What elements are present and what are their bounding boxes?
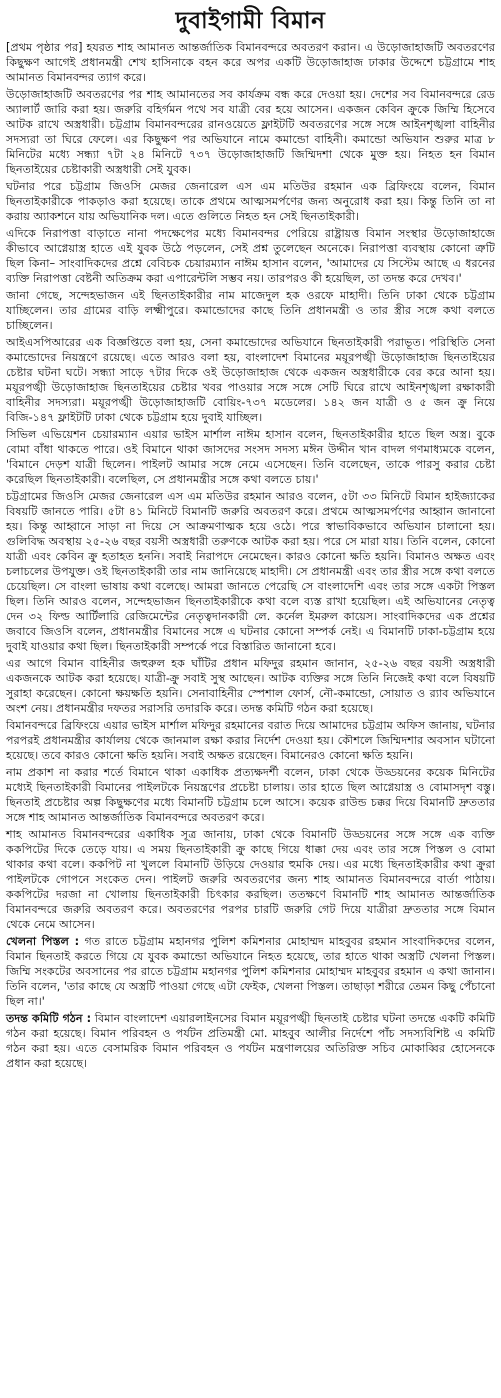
paragraph-text: শাহ আমানত বিমানবন্দরের একাধিক সূত্র জানায়, ঢাকা থেকে বিমানটি উড্ডয়নের সঙ্গে সঙ্গে এক ব্যক্তি ককপিটের দিকে তেড়ে যায়। এ সময় ছিনতাইকারী ক্রু কাছে গিয়ে ধাক্কা দেয় এবং তার সঙ্গে পিস্তল ও বোমা থাকার কথা বলে। ককপিট না খুললে বিমানটি উড়িয়ে দেওয়ার হুমকি দেয়। এর মধ্যে ছিনতাইকারীর কথা ক্রুরা পাইলটকে গোপনে সংকেত দেন। পাইলট জরুরি অবতরণের জন্য শাহ আমানত বিমানবন্দরে বার্তা পাঠায়। ককপিটের দরজা না খোলায় ছিনতাইকারী চিৎকার করছিল। ততক্ষণে বিমানটি শাহ আমানত আন্তর্জাতিক বিমানবন্দরে জরুরি অবতরণ করে। অবতরণের পরপর চারটি জরুরি গেট দিয়ে যাত্রীরা দ্রুততার সঙ্গে বিমান থেকে নেমে আসেন। bbox=[6, 828, 495, 931]
subheading: তদন্ত কমিটি গঠন : bbox=[6, 1012, 92, 1025]
paragraph bbox=[6, 288, 495, 333]
paragraph-text: এদিকে নিরাপত্তা বাড়াতে নানা পদক্ষেপের মধ্যে বিমানবন্দর পেরিয়ে রাষ্ট্রায়ত্ত বিমান সংস্থার উড়োজাহাজে কীভাবে আগ্নেয়াস্ত্র হাতে এই যুবক উঠে পড়লেন, সেই প্রশ্ন তুলেছেন অনেকে। নিরাপত্তা ব্যবস্থায় কোনো ত্রুটি ছিল কিনা– সাংবাদিকদের প্রশ্নে বেবিচক চেয়ারম্যান নাঈম হাসান বলেন, 'আমাদের যে সিস্টেম আছে এ ধরনের ব্যক্তি নিরাপত্তা বেষ্টনী অতিক্রম করা এপারেন্টলি সম্ভব নয়। তারপরও কী হয়েছিল, তা তদন্ত করে দেখব।' bbox=[6, 227, 495, 285]
paragraph-text: নাম প্রকাশ না করার শর্তে বিমানে থাকা একাধিক প্রত্যক্ষদর্শী বলেন, ঢাকা থেকে উড্ডয়নের কয়েক মিনিটের মধ্যেই ছিনতাইকারী বিমানের পাইলটকে নিয়ন্ত্রণের প্রচেষ্টা চালায়। তার হাতে ছিল আগ্নেয়াস্ত্র ও বোমাসদৃশ বস্তু। ছিনতাই প্রচেষ্টার অল্প কিছুক্ষণের মধ্যে বিমানটি চট্টগ্রাম চলে আসে। কয়েক রাউন্ড চক্কর দিয়ে বিমানটি দ্রুততার সঙ্গে শাহ আমানত আন্তর্জাতিক বিমানবন্দরে অবতরণ করে। bbox=[6, 766, 495, 824]
paragraph bbox=[6, 765, 495, 825]
paragraph bbox=[6, 827, 495, 932]
headline: দুবাইগামী বিমান bbox=[175, 8, 326, 34]
paragraph-text: ঘটনার পরে চট্টগ্রাম জিওসি মেজর জেনারেল এস এম মতিউর রহমান এক ব্রিফিংয়ে বলেন, বিমান ছিনতাইকারীকে পাকড়াও করা হয়েছে। তাকে প্রথমে আত্মসমর্পণের জন্য অনুরোধ করা হয়। কিন্তু তিনি তা না করায় অ্যাকশনে যায় অভিযানিক দল। এতে গুলিতে নিহত হন সেই ছিনতাইকারী। bbox=[6, 180, 495, 223]
paragraph bbox=[6, 87, 495, 177]
paragraph bbox=[6, 489, 495, 654]
paragraph-text: জানা গেছে, সন্দেহভাজন এই ছিনতাইকারীর নাম মাজেদুল হক ওরফে মাহাদী। তিনি ঢাকা থেকে চট্টগ্রাম যাচ্ছিলেন। তার গ্রামের বাড়ি লক্ষ্মীপুরে। কমান্ডোদের কাছে তিনি প্রধানমন্ত্রী ও তার স্ত্রীর সঙ্গে কথা বলতে চাচ্ছিলেন। bbox=[6, 289, 495, 332]
paragraph bbox=[6, 226, 495, 286]
paragraph-text: চট্টগ্রামের জিওসি মেজর জেনারেল এস এম মতিউর রহমান আরও বলেন, ৫টা ৩৩ মিনিটে বিমান হাইজ্যাকের বিষয়টি জানতে পারি। ৫টা ৪১ মিনিটে বিমানটি জরুরি অবতরণ করে। প্রথমে আত্মসমর্পণের আহ্বান জানানো হয়। কিন্তু আহ্বানে সাড়া না দিয়ে সে আক্রমণাত্মক হয়ে ওঠে। পরে স্বাভাবিকভাবে অভিযান চালানো হয়। গুলিবিদ্ধ অবস্থায় ২৫-২৬ বছর বয়সী অস্ত্রধারী তরুণকে আটক করা হয়। পরে সে মারা যায়। তিনি বলেন, কোনো যাত্রী এবং কেবিন ক্রু হতাহত হননি। সবাই নিরাপদে নেমেছেন। কারও কোনো ক্ষতি হয়নি। বিমানও অক্ষত এবং চলাচলের উপযুক্ত। ওই ছিনতাইকারী তার নাম জানিয়েছে মাহাদী। সে প্রধানমন্ত্রী এবং তার স্ত্রীর সঙ্গে কথা বলতে চেয়েছিল। সে বাংলা ভাষায় কথা বলেছে। আমরা জানতে পেরেছি সে বাংলাদেশি এবং তার সঙ্গে একটা পিস্তল ছিল। তিনি আরও বলেন, সন্দেহভাজন ছিনতাইকারীকে কথা বলে ব্যস্ত রাখা হয়েছিল। এই অভিযানের নেতৃত্ব দেন ৩২ ফিল্ড আর্টিলারি রেজিমেন্টের নেতৃত্বদানকারী লে. কর্নেল ইমরুল কায়েস। সাংবাদিকদের এক প্রশ্নের জবাবে জিওসি বলেন, প্রধানমন্ত্রীর বিমানের সঙ্গে এ ঘটনার কোনো সম্পর্ক নেই। এ বিমানটি ঢাকা-চট্টগ্রাম হয়ে দুবাই যাওয়ার কথা ছিল। ছিনতাইকারী সম্পর্কে পরে বিস্তারিত জানানো হবে। bbox=[6, 490, 495, 653]
paragraph bbox=[6, 1011, 495, 1071]
article-body bbox=[6, 40, 495, 1071]
paragraph-text: সিভিল এভিয়েশন চেয়ারম্যান এয়ার ভাইস মার্শাল নাঈম হাসান বলেন, ছিনতাইকারীর হাতে ছিল অস্ত্র। বুকে বোমা বাঁধা থাকতে পারে। ওই বিমানে থাকা জাসদের সংসদ সদস্য মঈন উদ্দীন খান বাদল গণমাধ্যমকে বলেন, 'বিমানে দেড়শ যাত্রী ছিলেন। পাইলট আমার সঙ্গে নেমে এসেছেন। তিনি বলেছেন, তাকে পারসু করার চেষ্টা করেছিল ছিনতাইকারী। বলেছিল, সে প্রধানমন্ত্রীর সঙ্গে কথা বলতে চায়।' bbox=[6, 428, 495, 486]
paragraph-text: বিমানবন্দরে ব্রিফিংয়ে এয়ার ভাইস মার্শাল মফিদুর রহমানের বরাত দিয়ে আমাদের চট্টগ্রাম অফিস জানায়, ঘটনার পরপরই প্রধানমন্ত্রীর কার্যালয় থেকে জানমাল রক্ষা করার নির্দেশ দেওয়া হয়। কৌশলে জিম্মিদশার অবসান ঘটানো হয়েছে। তবে কারও কোনো ক্ষতি হয়নি। সবাই অক্ষত রয়েছেন। বিমানেরও কোনো ক্ষতি হয়নি। bbox=[6, 719, 495, 762]
paragraph-text: এর আগে বিমান বাহিনীর জহুরুল হক ঘাঁটির প্রধান মফিদুর রহমান জানান, ২৫-২৬ বছর বয়সী অস্ত্রধারী একজনকে আটক করা হয়েছে। যাত্রী-ক্রু সবাই সুস্থ আছেন। আটক ব্যক্তির সঙ্গে তিনি নিজেই কথা বলে বিষয়টি সুরাহা করেছেন। কোনো ক্ষয়ক্ষতি হয়নি। সেনাবাহিনীর স্পেশাল ফোর্স, নৌ-কমান্ডো, সোয়াত ও র‌্যাব অভিযানে অংশ নেয়। প্রধানমন্ত্রীর দফতর সরাসরি তদারকি করে। তদন্ত কমিটি গঠন করা হয়েছে। bbox=[6, 657, 495, 715]
paragraph bbox=[6, 427, 495, 487]
paragraph-text: [প্রথম পৃষ্ঠার পর] হযরত শাহ আমানত আন্তর্জাতিক বিমানবন্দরে অবতরণ করান। এ উড়োজাহাজটি অবতরণের কিছুক্ষণ আগেই প্রধানমন্ত্রী শেখ হাসিনাকে বহন করে অপর একটি উড়োজাহাজ ঢাকার উদ্দেশে চট্টগ্রামে শাহ আমানত বিমানবন্দর ত্যাগ করে। bbox=[6, 41, 495, 84]
paragraph bbox=[6, 656, 495, 716]
paragraph bbox=[6, 335, 495, 425]
paragraph-text: গত রাতে চট্টগ্রাম মহানগর পুলিশ কমিশনার মোহাম্মদ মাহবুবর রহমান সাংবাদিকদের বলেন, বিমান ছিনতাই করতে গিয়ে যে যুবক কমান্ডো অভিযানে নিহত হয়েছে, তার হাতে থাকা অস্ত্রটি খেলনা পিস্তল। জিম্মি সংকটের অবসানের পর রাতে চট্টগ্রাম মহানগর পুলিশ কমিশনার মোহাম্মদ মাহবুবর রহমান এ কথা জানান। তিনি বলেন, 'তার কাছে যে অস্ত্রটি পাওয়া গেছে এটা ফেইক, খেলনা পিস্তল। তাছাড়া শরীরে তেমন কিছু পেঁচানো ছিল না।' bbox=[6, 935, 495, 1008]
paragraph bbox=[6, 40, 495, 85]
subheading: খেলনা পিস্তল : bbox=[6, 935, 80, 948]
paragraph bbox=[6, 179, 495, 224]
paragraph-text: উড়োজাহাজটি অবতরণের পর শাহ আমানতের সব কার্যক্রম বন্ধ করে দেওয়া হয়। দেশের সব বিমানবন্দরে রেড অ্যালার্ট জারি করা হয়। জরুরি বহির্গমন পথে সব যাত্রী বের হয়ে আসেন। একজন কেবিন ক্রুকে জিম্মি হিসেবে আটক রাখে অস্ত্রধারী। চট্টগ্রাম বিমানবন্দরের রানওয়েতে ফ্লাইটটি অবতরণের সঙ্গে সঙ্গে আইনশৃঙ্খলা বাহিনীর সদস্যরা তা ঘিরে ফেলে। এর কিছুক্ষণ পর অভিযানে নামে কমান্ডো বাহিনী। কমান্ডো অভিযান শুরুর মাত্র ৮ মিনিটের মধ্যে সন্ধ্যা ৭টা ২৪ মিনিটে ৭৩৭ উড়োজাহাজটি জিম্মিদশা থেকে মুক্ত হয়। নিহত হন বিমান ছিনতাইয়ের চেষ্টাকারী অস্ত্রধারী সেই যুবক। bbox=[6, 88, 495, 176]
paragraph-text: বিমান বাংলাদেশ এয়ারলাইনসের বিমান ময়ূরপঙ্খী ছিনতাই চেষ্টার ঘটনা তদন্তে একটি কমিটি গঠন করা হয়েছে। বিমান পরিবহন ও পর্যটন প্রতিমন্ত্রী মো. মাহবুব আলীর নির্দেশে পাঁচ সদস্যবিশিষ্ট এ কমিটি গঠন করা হয়। এতে বেসামরিক বিমান পরিবহন ও পর্যটন মন্ত্রণালয়ের অতিরিক্ত সচিব মোকাব্বির হোসেনকে প্রধান করা হয়েছে। bbox=[6, 1012, 495, 1070]
paragraph bbox=[6, 934, 495, 1009]
paragraph bbox=[6, 718, 495, 763]
paragraph-text: আইএসপিআরের এক বিজ্ঞপ্তিতে বলা হয়, সেনা কমান্ডোদের অভিযানে ছিনতাইকারী পরাভূত। পরিস্থিতি সেনা কমান্ডোদের নিয়ন্ত্রণে রয়েছে। এতে আরও বলা হয়, বাংলাদেশ বিমানের ময়ূরপঙ্খী উড়োজাহাজ ছিনতাইয়ের চেষ্টার ঘটনা ঘটে। সন্ধ্যা সাড়ে ৭টার দিকে ওই উড়োজাহাজ থেকে একজন অস্ত্রধারীকে বের করে আনা হয়। ময়ূরপঙ্খী উড়োজাহাজ ছিনতাইয়ের চেষ্টার খবর পাওয়ার সঙ্গে সঙ্গে সেটি ঘিরে রাখে আইনশৃঙ্খলা রক্ষাকারী বাহিনীর সদস্যরা। ময়ূরপঙ্খী উড়োজাহাজটি বোয়িং-৭৩৭ মডেলের। ১৪২ জন যাত্রী ও ৫ জন ক্রু নিয়ে বিজি-১৪৭ ফ্লাইটটি ঢাকা থেকে চট্টগ্রাম হয়ে দুবাই যাচ্ছিল। bbox=[6, 336, 495, 424]
